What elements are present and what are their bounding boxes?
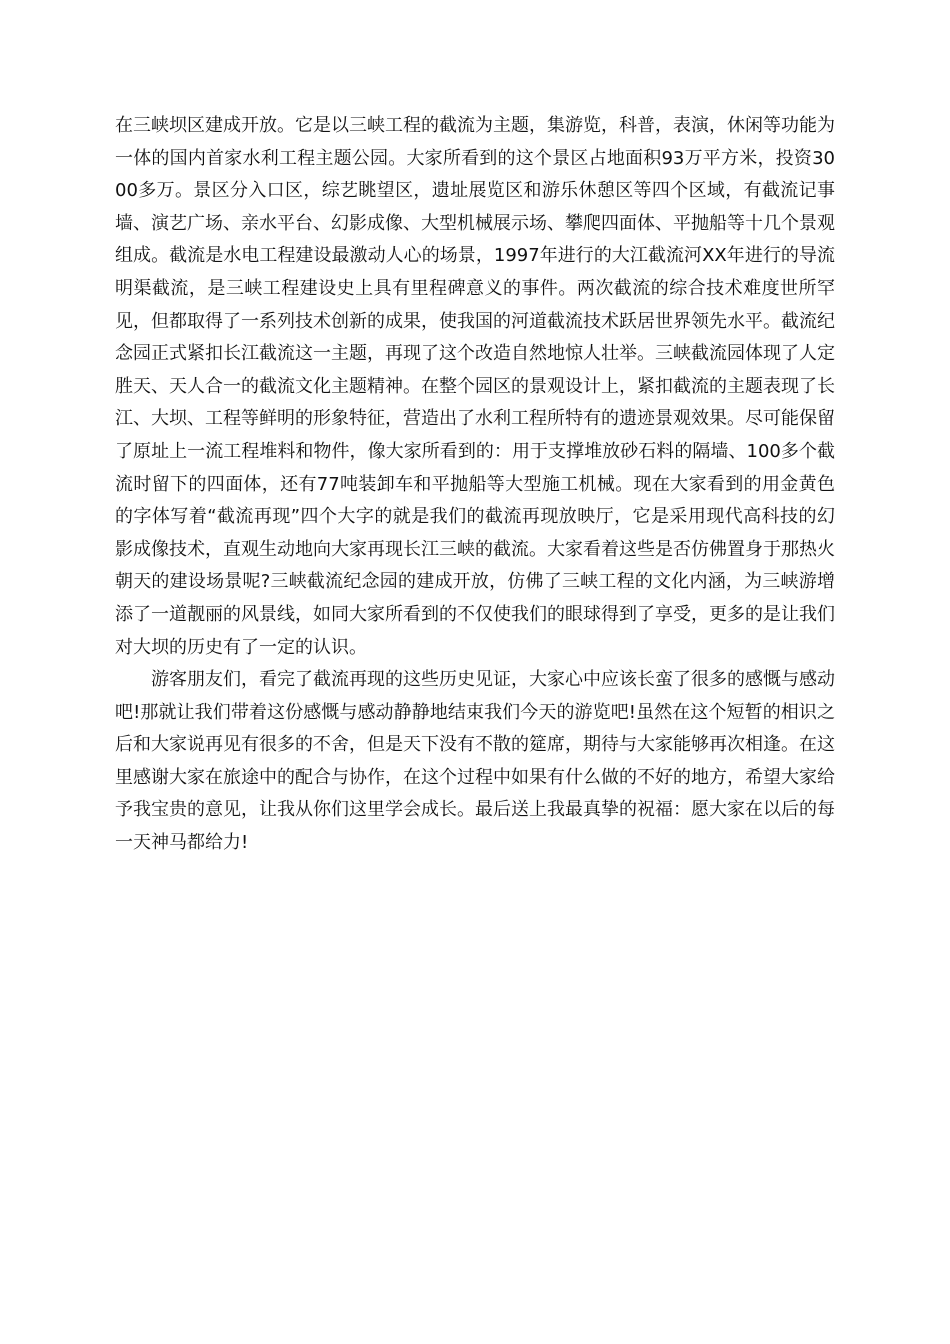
- body-paragraph-1: 在三峡坝区建成开放。它是以三峡工程的截流为主题，集游览，科普，表演，休闲等功能为一体的国内首家水利工程主题公园。大家所看到的这个景区占地面积93万平方米，投资3000多万。景区分入口区，综艺眺望区，遗址展览区和游乐休憩区等四个区域，有截流记事墙、演艺广场、亲水平台、幻影成像、大型机械展示场、攀爬四面体、平抛船等十几个景观组成。截流是水电工程建设最激动人心的场景，1997年进行的大江截流河XX年进行的导流明渠截流，是三峡工程建设史上具有里程碑意义的事件。两次截流的综合技术难度世所罕见，但都取得了一系列技术创新的成果，使我国的河道截流技术跃居世界领先水平。截流纪念园正式紧扣长江截流这一主题，再现了这个改造自然地惊人壮举。三峡截流园体现了人定胜天、天人合一的截流文化主题精神。在整个园区的景观设计上，紧扣截流的主题表现了长江、大坝、工程等鲜明的形象特征，营造出了水利工程所特有的遗迹景观效果。尽可能保留了原址上一流工程堆料和物件，像大家所看到的：用于支撑堆放砂石料的隔墙、100多个截流时留下的四面体，还有77吨装卸车和平抛船等大型施工机械。现在大家看到的用金黄色的字体写着“截流再现”四个大字的就是我们的截流再现放映厅，它是采用现代高科技的幻影成像技术，直观生动地向大家再现长江三峡的截流。大家看着这些是否仿佛置身于那热火朝天的建设场景呢?三峡截流纪念园的建成开放，仿佛了三峡工程的文化内涵，为三峡游增添了一道靓丽的风景线，如同大家所看到的不仅使我们的眼球得到了享受，更多的是让我们对大坝的历史有了一定的认识。: [115, 115, 835, 658]
- document-body: [115, 110, 835, 860]
- body-paragraph-2: 游客朋友们，看完了截流再现的这些历史见证，大家心中应该长蛮了很多的感慨与感动吧!那就让我们带着这份感慨与感动静静地结束我们今天的游览吧!虽然在这个短暂的相识之后和大家说再见有很多的不舍，但是天下没有不散的筵席，期待与大家能够再次相逢。在这里感谢大家在旅途中的配合与协作，在这个过程中如果有什么做的不好的地方，希望大家给予我宝贵的意见，让我从你们这里学会成长。最后送上我最真挚的祝福：愿大家在以后的每一天神马都给力!: [115, 669, 835, 854]
